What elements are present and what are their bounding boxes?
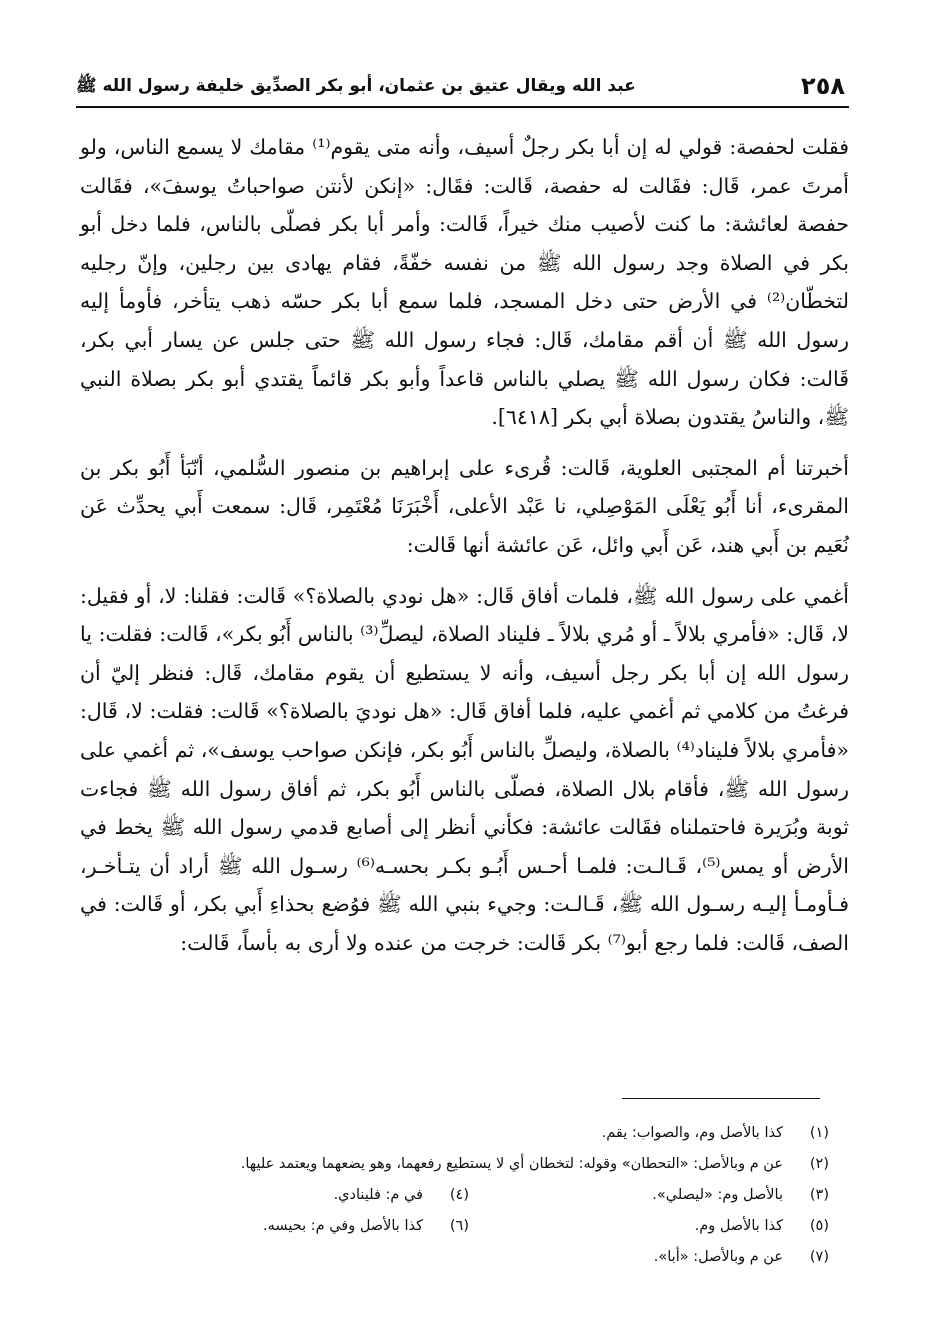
footnote-number: (٢) xyxy=(809,1156,829,1172)
footnote-3 xyxy=(469,1180,829,1211)
footnote-row xyxy=(100,1180,829,1211)
footnote-number: (١) xyxy=(809,1125,829,1141)
footnote-2 xyxy=(240,1149,829,1180)
footnote-number: (٤) xyxy=(449,1187,469,1203)
footnote-row xyxy=(100,1149,829,1180)
footnote-7 xyxy=(469,1242,829,1273)
page-header xyxy=(76,60,845,100)
footnote-text: كذا بالأصل وم، والصواب: يقم. xyxy=(601,1125,783,1141)
paragraph-2: أخبرتنا أم المجتبى العلوية، قَالت: قُرىء على إبراهيم بن منصور السُّلمي، أنّبَأ أَبُو بكر بن المقرىء، أنا أَبُو يَعْلَى المَوْصِلي، نا عَبْد الأعلى، أَخْبَرَنَا مُعْتَمِر، قَال: سمعت أَبي يحدِّث عَن نُعَيم بن أَبي هند، عَن أَبي وائل، عَن عائشة أنها قَالت: xyxy=(80,455,849,557)
running-title: عبد الله ويقال عتيق بن عثمان، أبو بكر الصدِّيق خليفة رسول الله ﷺ xyxy=(76,76,636,96)
footnote-number: (٦) xyxy=(449,1218,469,1234)
header-divider xyxy=(76,106,849,108)
footnote-text: بالأصل وم: «ليصلي». xyxy=(652,1187,783,1203)
footnote-text: عن م وبالأصل: «أبا». xyxy=(653,1249,783,1265)
footnotes xyxy=(100,1118,829,1273)
footnote-6 xyxy=(109,1211,469,1242)
footnote-row xyxy=(100,1211,829,1242)
footnote-number: (٥) xyxy=(809,1218,829,1234)
main-text xyxy=(80,128,849,962)
page-number: ٢٥٨ xyxy=(801,72,845,100)
footnote-number: (٧) xyxy=(809,1249,829,1265)
footnote-divider xyxy=(622,1098,820,1099)
footnote-text: عن م وبالأصل: «التحطان» وقوله: لتخطان أي لا يستطيع رفعهما، وهو يضعهما ويعتمد عليها. xyxy=(240,1156,783,1172)
footnote-text: كذا بالأصل وم. xyxy=(694,1218,783,1234)
footnote-row xyxy=(100,1242,829,1273)
footnote-5 xyxy=(469,1211,829,1242)
footnote-number: (٣) xyxy=(809,1187,829,1203)
footnote-1 xyxy=(469,1118,829,1149)
footnote-4 xyxy=(109,1180,469,1211)
footnote-text: في م: فلينادي. xyxy=(333,1187,423,1203)
paragraph-3: أغمي على رسول الله ﷺ، فلمات أفاق قَال: «هل نودي بالصلاة؟» قَالت: فقلنا: لا، أو فقيل: لا، قَال: «فأمري بلالاً ـ أو مُري بلالاً ـ فليناد الصلاة، ليصلِّ⁽³⁾ بالناس أَبُو بكر»، قَالت: فقلت: يا رسول الله إن أبا بكر رجل أسيف، وأنه لا يستطيع أن يقوم مقامك، قَال: فنظر إليّ أن فرغتُ من كلامي ثم أغمي عليه، فلما أفاق قَال: «هل نوديَ بالصلاة؟» قَالت: فقلت: لا، قَال: «فأمري بلالاً فليناد⁽⁴⁾ بالصلاة، وليصلِّ بالناس أَبُو بكر، فإنكن صواحب يوسف»، ثم أغمي على رسول الله ﷺ، فأقام بلال الصلاة، فصلّى بالناس أَبُو بكر، ثم أفاق رسول الله ﷺ فجاءت ثوبة وبُرَيرة فاحتملناه فقَالت عائشة: فكأني أنظر إلى أصابع قدمي رسول الله ﷺ يخط في الأرض أو يمس⁽⁵⁾، قَـالـت: فلمـا أحـس أَبُـو بكـر بحسـه⁽⁶⁾ رسـول الله ﷺ أراد أن يتـأخـر، فـأومـأ إليـه رسـول الله ﷺ، قَـالـت: وجيء بنبي الله ﷺ فوُضع بحذاءِ أَبي بكر، أو قَالت: في الصف، قَالت: فلما رجع أبو⁽⁷⁾ بكر قَالت: خرجت من عنده ولا أرى به بأساً، قَالت: xyxy=(80,583,849,955)
paragraph-1: فقلت لحفصة: قولي له إن أبا بكر رجلٌ أسيف، وأنه متى يقوم⁽¹⁾ مقامك لا يسمع الناس، ولو أمرتَ عمر، قَال: فقَالت له حفصة، قَالت: فقَال: «إنكن لأنتن صواحباتُ يوسفَ»، فقَالت حفصة لعائشة: ما كنت لأصيب منك خيراً، قَالت: وأمر أبا بكر فصلّى بالناس، فلما دخل أبو بكر في الصلاة وجد رسول الله ﷺ من نفسه خفّةً، فقام يهادى بين رجلين، وإنّ رجليه لتخطّان⁽²⁾ في الأرض حتى دخل المسجد، فلما سمع أبا بكر حسّه ذهب يتأخر، فأومأ إليه رسول الله ﷺ أن أقم مقامك، قَال: فجاء رسول الله ﷺ حتى جلس عن يسار أبي بكر، قَالت: فكان رسول الله ﷺ يصلي بالناس قاعداً وأبو بكر قائماً يقتدي أبو بكر بصلاة النبي ﷺ، والناسُ يقتدون بصلاة أبي بكر [٦٤١٨]. xyxy=(80,135,849,430)
footnote-row xyxy=(100,1118,829,1149)
footnote-text: كذا بالأصل وفي م: بحيسه. xyxy=(263,1218,423,1234)
